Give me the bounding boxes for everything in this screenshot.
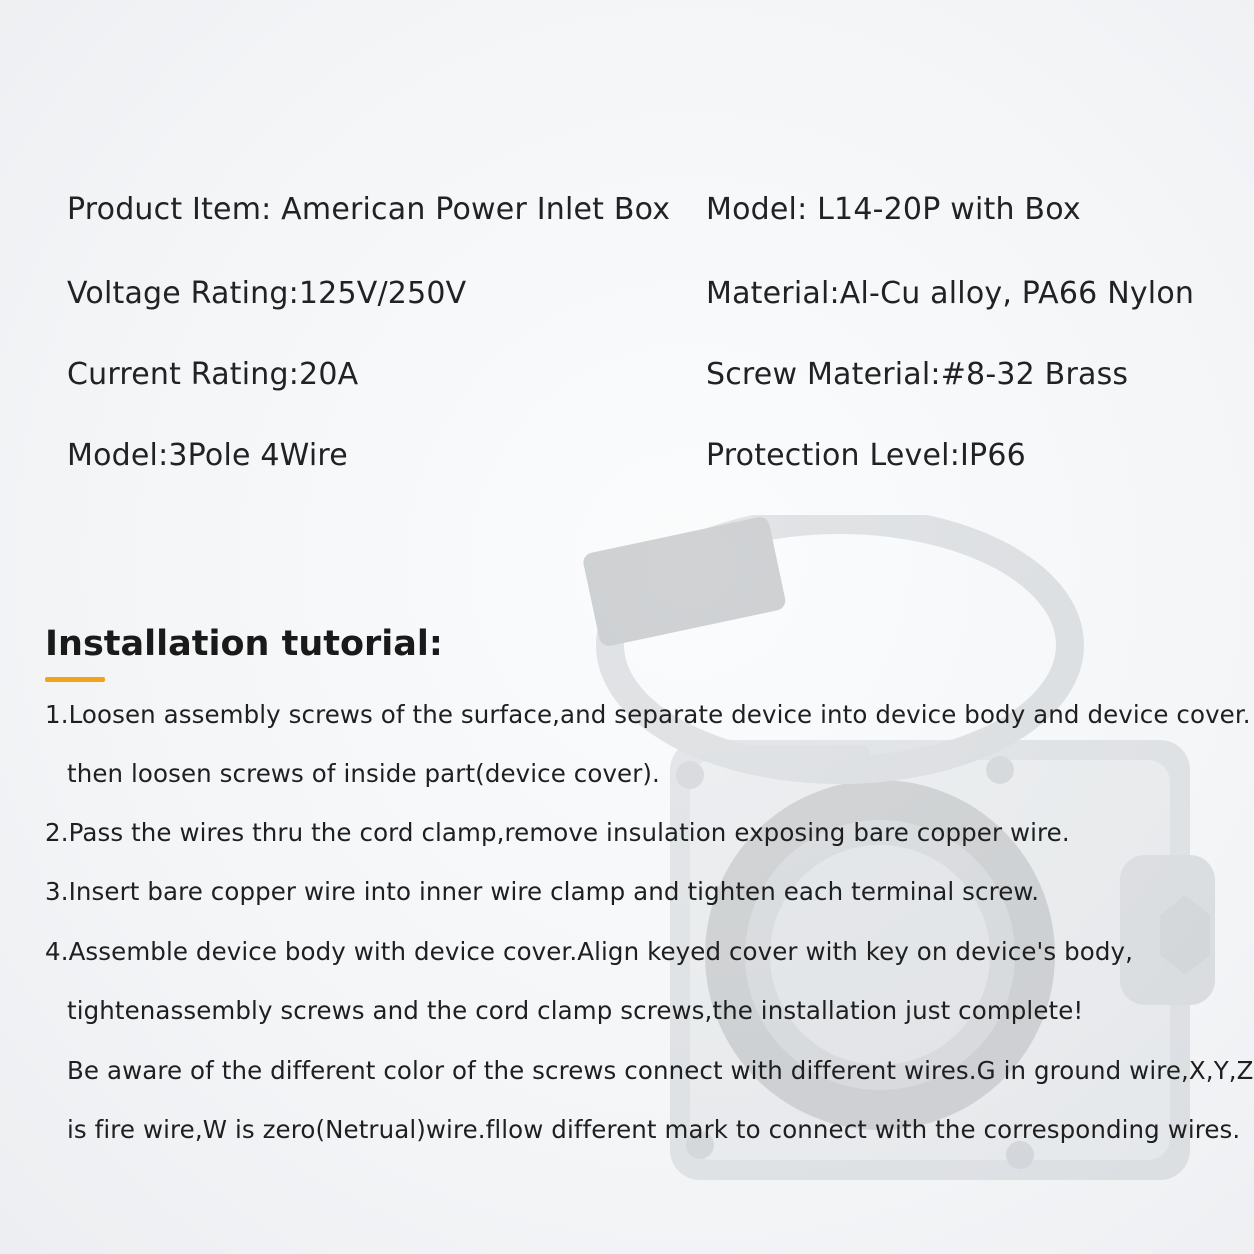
tutorial-note: Be aware of the different color of the screws connect with different wires.G in ground wire,X,Y,Z: [67, 1056, 1254, 1085]
spec-product-item: Product Item: American Power Inlet Box: [67, 192, 671, 227]
tutorial-step: 3.Insert bare copper wire into inner wire clamp and tighten each terminal screw.: [45, 877, 1040, 906]
spec-list: [0, 0, 1254, 520]
tutorial-note: is fire wire,W is zero(Netrual)wire.fllow different mark to connect with the corresponding wires.: [67, 1115, 1241, 1144]
spec-model: Model: L14-20P with Box: [706, 192, 1081, 227]
tutorial-step: 2.Pass the wires thru the cord clamp,remove insulation exposing bare copper wire.: [45, 818, 1070, 847]
spec-material: Material:Al-Cu alloy, PA66 Nylon: [706, 276, 1195, 311]
spec-current: Current Rating:20A: [67, 357, 359, 392]
tutorial-step: tightenassembly screws and the cord clamp screws,the installation just complete!: [67, 996, 1084, 1025]
spec-voltage: Voltage Rating:125V/250V: [67, 276, 467, 311]
spec-protection: Protection Level:IP66: [706, 438, 1026, 473]
power-inlet-box-image: [560, 515, 1220, 1195]
spec-screw-material: Screw Material:#8-32 Brass: [706, 357, 1129, 392]
tutorial-step: 4.Assemble device body with device cover.Align keyed cover with key on device's body,: [45, 937, 1133, 966]
title-accent-bar: [45, 677, 105, 682]
tutorial-step: 1.Loosen assembly screws of the surface,and separate device into device body and device cover.: [45, 700, 1251, 729]
tutorial-title: Installation tutorial:: [45, 624, 443, 664]
spec-pole: Model:3Pole 4Wire: [67, 438, 348, 473]
tutorial-step: then loosen screws of inside part(device cover).: [67, 759, 660, 788]
